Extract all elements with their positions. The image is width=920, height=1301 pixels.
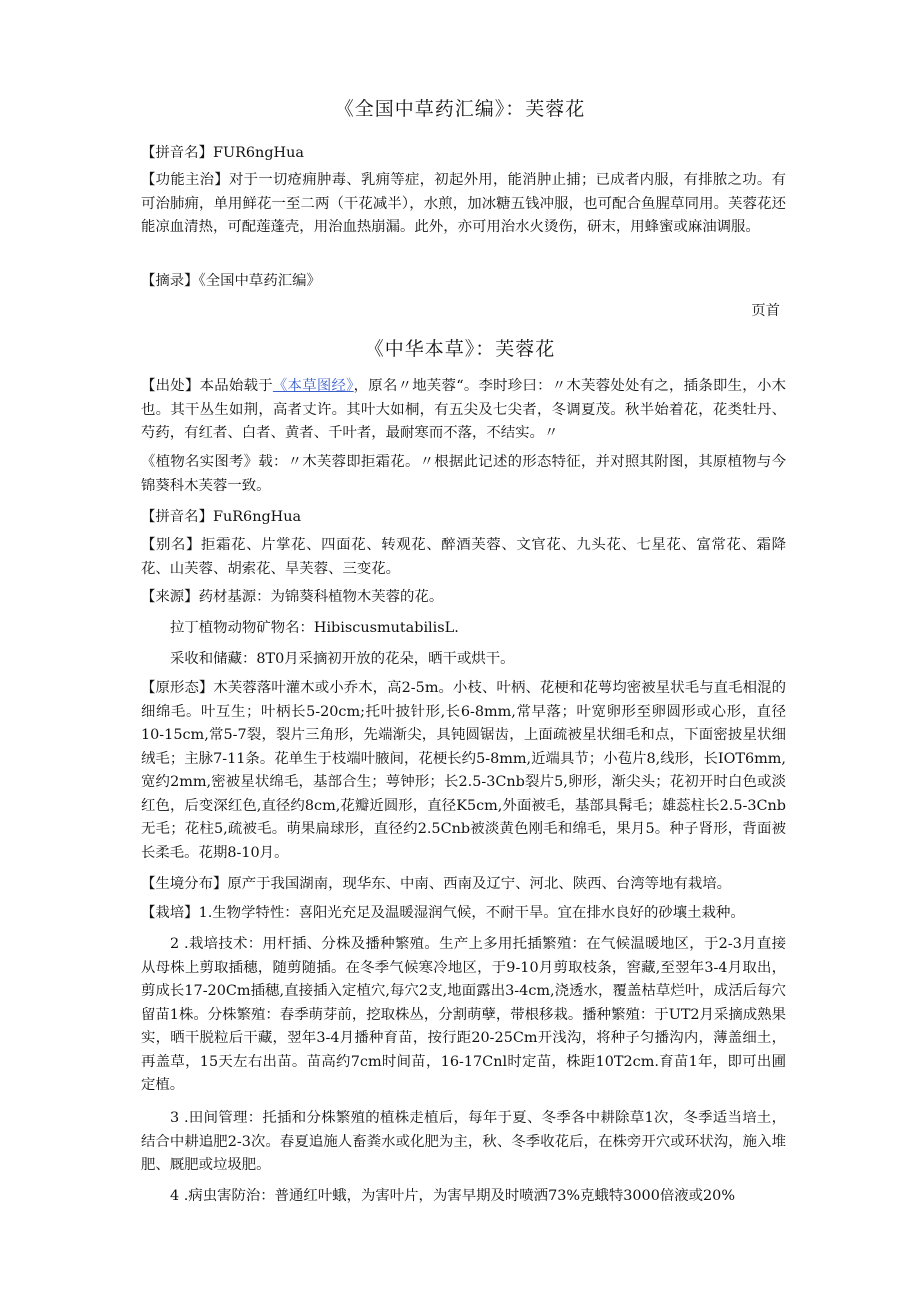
habitat-line: 【生境分布】原产于我国湖南，现华东、中南、西南及辽宁、河北、陕西、台湾等地有栽培。 [141,876,732,892]
section-title-quanguo: 《全国中草药汇编》：芙蓉花 [334,98,586,120]
morphology-paragraph: 【原形态】木芙蓉落叶灌木或小乔木，高2-5m。小枝、叶柄、花梗和花萼均密被星状毛与直毛相混的细绵毛。叶互生；叶柄长5-20cm;托叶披针形,长6-8mm,常早落；叶宽卵形至卵圆形或心形，直径10-15cm,常5-7裂，裂片三角形，先端渐尖，具钝圆锯齿，上面疏被星状细毛和点，下面密披星状细绒毛；主脉7-11条。花单生于枝端叶腋间，花梗长约5-8mm,近端具节；小苞片8,线形，长IOT6mm,宽约2mm,密被星状绵毛，基部合生；萼钟形；长2.5-3Cnb裂片5,卵形，渐尖头；花初开时白色或淡红色，后变深红色,直径约8cm,花瓣近圆形，直径K5cm,外面被毛，基部具髯毛；雄蕊柱长2.5-3Cnb无毛；花柱5,疏被毛。萌果扁球形，直径约2.5Cnb被淡黄色刚毛和绵毛，果月5。种子肾形，背面被长柔毛。花期8-10月。 [141,680,786,861]
pinyin-name-1: 【拼音名】FUR6ngHua [141,145,304,161]
pinyin-name-2: 【拼音名】FuR6ngHua [141,509,302,525]
page-top-link[interactable]: 页首 [751,303,780,319]
cultivation-technique: 2 .栽培技术：用杆插、分株及播种繁殖。生产上多用托插繁殖：在气候温暖地区，于2-3月直接从母株上剪取插穗，随剪随插。在冬季气候寒冷地区，于9-10月剪取枝条，窖藏,至翌年3-4月取出，剪成长17-20Cm插穗,直接插入定植穴,每穴2支,地面露出3-4cm,浇透水，覆盖枯草烂叶，成活后每穴留苗1株。分株繁殖：春季萌芽前，挖取株丛，分割萌孽，带根移栽。播种繁殖：于UT2月采摘成熟果实，晒干脱粒后干藏，翌年3-4月播种育苗，按行距20-25Cm开浅沟，将种子匀播沟内，薄盖细土，再盖草，15天左右出苗。苗高约7cm时间苗，16-17Cnl时定苗，株距10T2cm.育苗1年，即可出圃定植。 [141,936,786,1093]
section-title-zhonghua: 《中华本草》：芙蓉花 [364,338,556,360]
field-management: 3 .田间管理：托插和分株繁殖的植株走植后，每年于夏、冬季各中耕除草1次，冬季适当培土，结合中耕追肥2-3次。春夏追施人畜粪水或化肥为主，秋、冬季收花后，在株旁开穴或环状沟，施入堆肥、厩肥或垃圾肥。 [141,1110,786,1173]
origin-rest: ，原名〃地芙蓉“。李时珍曰：〃木芙蓉处处有之，插条即生，小木也。其干丛生如荆，高者丈许。其叶大如桐，有五尖及七尖者，冬调夏茂。秋半始着花，花类牡丹、芍药，有红者、白者、黄者、千叶者，最耐寒而不落，不结实。〃 [141,378,786,441]
origin-paragraph [141,375,786,446]
pest-control: 4 .病虫害防治：普通红叶蛾，为害叶片，为害早期及时喷洒73%克蛾特3000倍液或20% [170,1188,736,1204]
origin-continuation: 《植物名实图考》载：〃木芙蓉即拒霜花。〃根据此记述的形态特征，并对照其附图，其原植物与今锦葵科木芙蓉一致。 [141,454,786,494]
excerpt-line: 【摘录】《全国中草药汇编》 [141,273,321,289]
functions-paragraph: 【功能主治】对于一切疮痈肿毒、乳痈等症，初起外用，能消肿止捕；已成者内服，有排脓之功。有可治肺痈，单用鲜花一至二两（干花减半），水煎，加冰糖五钱冲服，也可配合鱼腥草同用。芙蓉花还能凉血清热，可配莲蓬壳，用治血热崩漏。此外，亦可用治水火烫伤，研末，用蜂蜜或麻油调服。 [141,172,786,235]
cultivation-intro: 【栽培】1.生物学特性：喜阳光充足及温暖湿润气候，不耐干旱。宜在排水良好的砂壤土栽种。 [141,905,745,921]
bencao-tujing-link[interactable]: 《本草图经》 [272,378,354,394]
latin-name-line: 拉丁植物动物矿物名：HibiscusmutabilisL. [170,620,459,636]
alias-paragraph: 【别名】拒霜花、片掌花、四面花、转观花、醉酒芙蓉、文官花、九头花、七星花、富常花、霜降花、山芙蓉、胡索花、旱芙蓉、三变花。 [141,537,786,577]
origin-prefix: 【出处】本品始载于 [141,378,273,394]
source-line: 【来源】药材基源：为锦葵科植物木芙蓉的花。 [141,589,444,605]
harvest-line: 采收和储藏：8T0月采摘初开放的花朵，晒干或烘干。 [170,651,515,667]
